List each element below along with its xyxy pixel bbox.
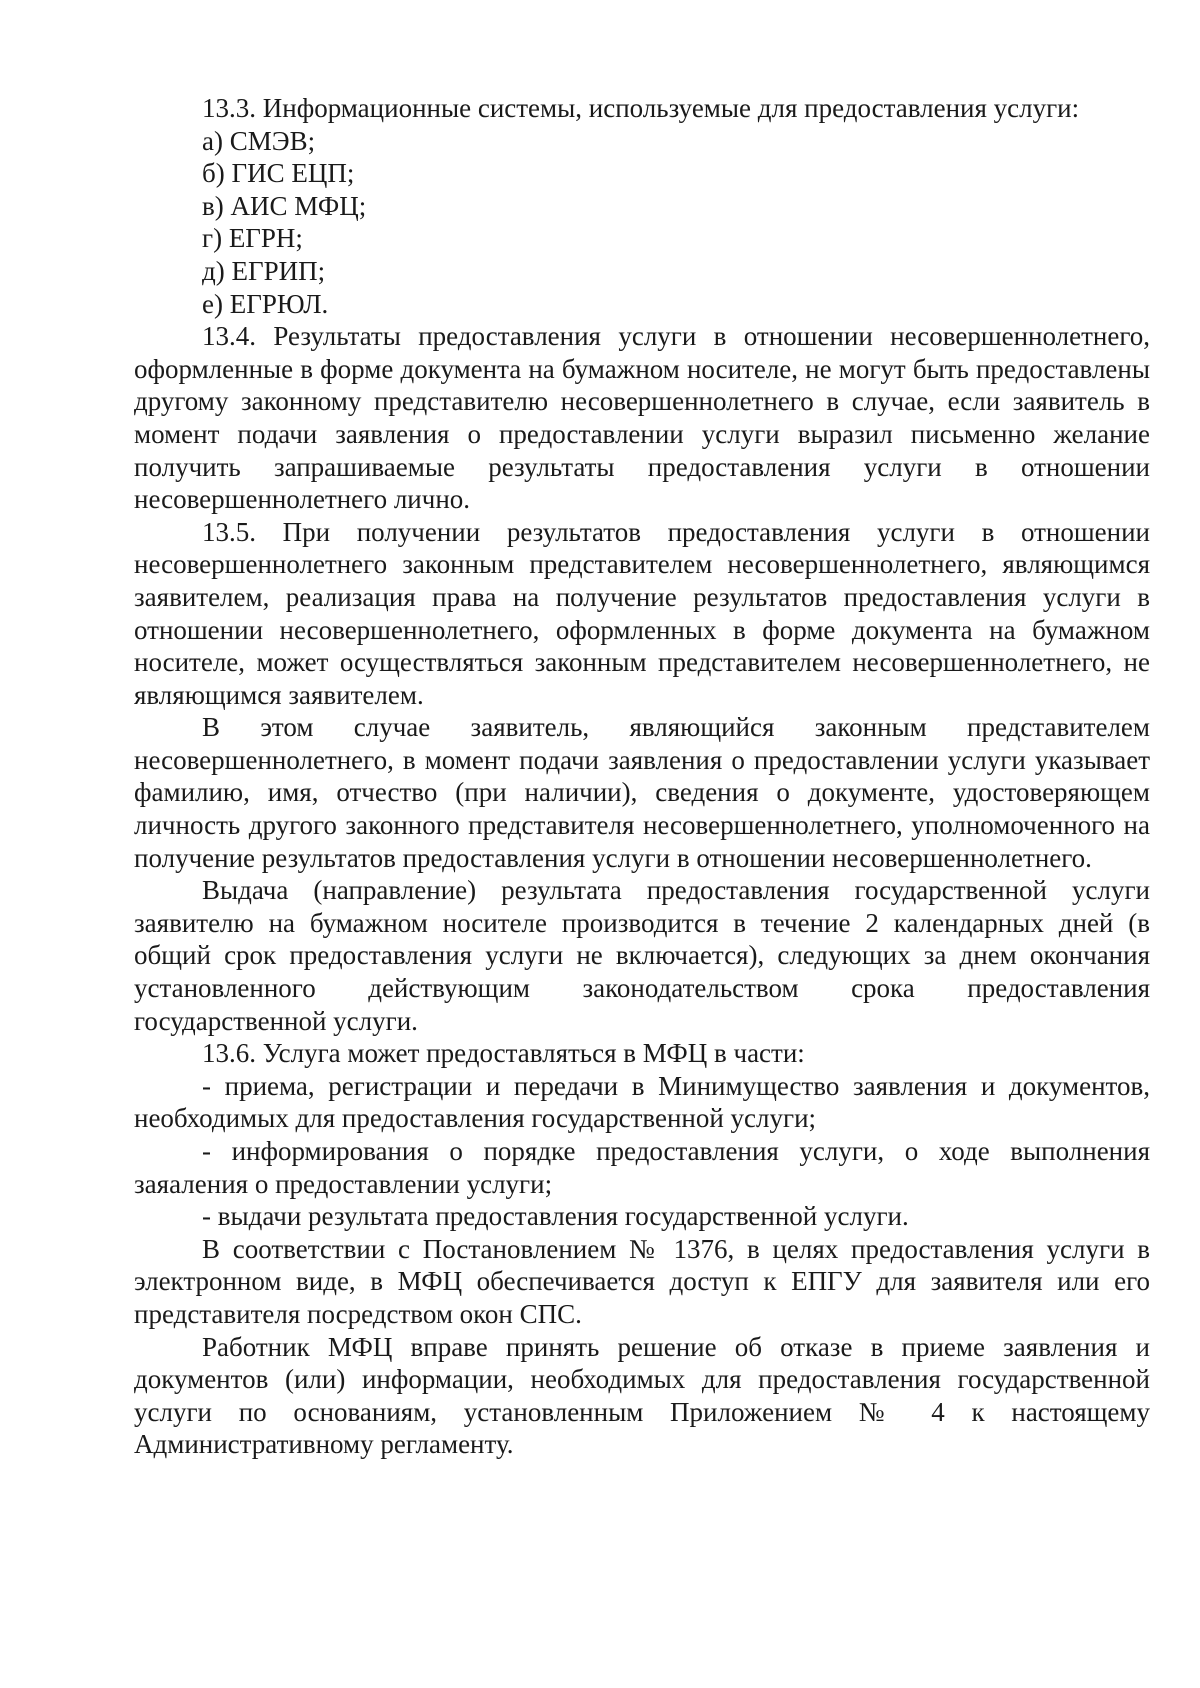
section-13-6-access-paragraph: В соответствии с Постановлением № 1376, в целях предоставления услуги в электронном виде, в МФЦ обеспечивается доступ к ЕПГУ для заявителя или его представителя посредством окон СПС. xyxy=(134,1233,1150,1329)
mfc-part-reception: - приема, регистрации и передачи в Минимущество заявления и документов, необходимых для предоставления государственной услуги; xyxy=(134,1070,1150,1134)
document-page xyxy=(134,92,1150,1461)
mfc-part-issuance: - выдачи результата предоставления государственной услуги. xyxy=(202,1201,909,1232)
mfc-part-informing: - информирования о порядке предоставления услуги, о ходе выполнения заяаления о предоставлении услуги; xyxy=(134,1136,1150,1199)
section-13-5-delivery-paragraph: Выдача (направление) результата предоставления государственной услуги заявителю на бумажном носителе производится в течение 2 календарных дней (в общий срок предоставления услуги не включается), следующих за днем окончания установленного действующим законодательством срока предоставления государственной услуги. xyxy=(134,875,1150,1036)
system-item-ais-mfc: в) АИС МФЦ; xyxy=(202,190,367,221)
section-13-4-paragraph: 13.4. Результаты предоставления услуги в отношении несовершеннолетнего, оформленные в форме документа на бумажном носителе, не могут быть предоставлены другому законному представителю несовершеннолетнего в случае, если заявитель в момент подачи заявления о предоставлении услуги выразил письменно желание получить запрашиваемые результаты предоставления услуги в отношении несовершеннолетнего лично. xyxy=(134,321,1150,515)
section-13-6-refusal-paragraph: Работник МФЦ вправе принять решение об отказе в приеме заявления и документов (или) информации, необходимых для предоставления государственной услуги по основаниям, установленным Приложением № 4 к настоящему Административному регламенту. xyxy=(134,1331,1150,1460)
system-item-gis-ecp: б) ГИС ЕЦП; xyxy=(202,158,355,189)
system-item-egrip: д) ЕГРИП; xyxy=(202,255,326,286)
section-13-6-heading: 13.6. Услуга может предоставляться в МФЦ в части: xyxy=(202,1038,805,1069)
section-13-5-case-paragraph: В этом случае заявитель, являющийся законным представителем несовершеннолетнего, в момент подачи заявления о предоставлении услуги указывает фамилию, имя, отчество (при наличии), сведения о документе, удостоверяющем личность другого законного представителя несовершеннолетнего, уполномоченного на получение результатов предоставления услуги в отношении несовершеннолетнего. xyxy=(134,712,1150,873)
section-13-3-heading: 13.3. Информационные системы, используемые для предоставления услуги: xyxy=(202,93,1080,123)
system-item-smev: а) СМЭВ; xyxy=(202,125,316,156)
system-item-egrn: г) ЕГРН; xyxy=(202,223,303,254)
section-13-5-paragraph: 13.5. При получении результатов предоставления услуги в отношении несовершеннолетнего законным представителем несовершеннолетнего, являющимся заявителем, реализация права на получение результатов предоставления услуги в отношении несовершеннолетнего, оформленных в форме документа на бумажном носителе, может осуществляться законным представителем несовершеннолетнего, не являющимся заявителем. xyxy=(134,516,1150,710)
system-item-egrul: е) ЕГРЮЛ. xyxy=(202,288,329,319)
